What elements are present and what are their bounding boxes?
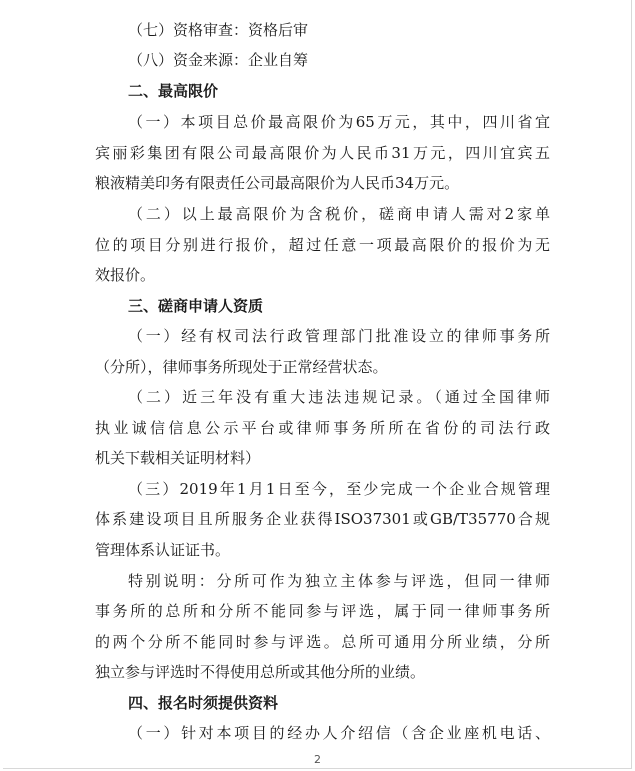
page-number: 2 — [314, 753, 321, 766]
paragraph-line: 位的项目分别进行报价，超过任意一项最高限价的报价为无 — [95, 236, 550, 254]
paragraph-line: （分所），律师事务所现处于正常经营状态。 — [95, 358, 388, 376]
paragraph-line: （三）2019年1月1日至今，至少完成一个企业合规管理 — [128, 480, 550, 498]
paragraph-line: 粮液精美印务有限责任公司最高限价为人民币34万元。 — [95, 174, 460, 192]
paragraph-line: 机关下载相关证明材料） — [95, 449, 261, 467]
section-heading-registration-materials: 四、报名时须提供资料 — [128, 694, 279, 712]
paragraph-line: （一）针对本项目的经办人介绍信（含企业座机电话、 — [128, 724, 550, 742]
paragraph-line: （一）本项目总价最高限价为65万元，其中，四川省宜 — [128, 113, 550, 131]
paragraph-line: （二）以上最高限价为含税价，磋商申请人需对2家单 — [128, 205, 550, 223]
paragraph-line: 宾丽彩集团有限公司最高限价为人民币31万元，四川宜宾五 — [95, 144, 550, 162]
paragraph-line: 事务所的总所和分所不能同参与评选，属于同一律师事务所 — [95, 602, 550, 620]
special-note-line: 特别说明：分所可作为独立主体参与评选，但同一律师 — [128, 572, 550, 590]
paragraph-line: 执业诚信信息公示平台或律师事务所所在省份的司法行政 — [95, 419, 550, 437]
section-heading-max-price: 二、最高限价 — [128, 82, 219, 100]
paragraph-line: 效报价。 — [95, 266, 156, 284]
qualification-review-line: （七）资格审查：资格后审 — [128, 21, 309, 39]
paragraph-line: （一）经有权司法行政管理部门批准设立的律师事务所 — [128, 327, 550, 345]
paragraph-line: 管理体系认证证书。 — [95, 541, 231, 559]
paragraph-line: （二）近三年没有重大违法违规记录。（通过全国律师 — [128, 388, 550, 406]
paragraph-line: 体系建设项目且所服务企业获得ISO37301或GB/T35770合规 — [95, 510, 550, 528]
funding-source-line: （八）资金来源：企业自筹 — [128, 51, 309, 69]
paragraph-line: 的两个分所不能同时参与评选。总所可通用分所业绩，分所 — [95, 633, 550, 651]
section-heading-applicant-qualification: 三、磋商申请人资质 — [128, 297, 264, 315]
paragraph-line: 独立参与评选时不得使用总所或其他分所的业绩。 — [95, 663, 426, 681]
